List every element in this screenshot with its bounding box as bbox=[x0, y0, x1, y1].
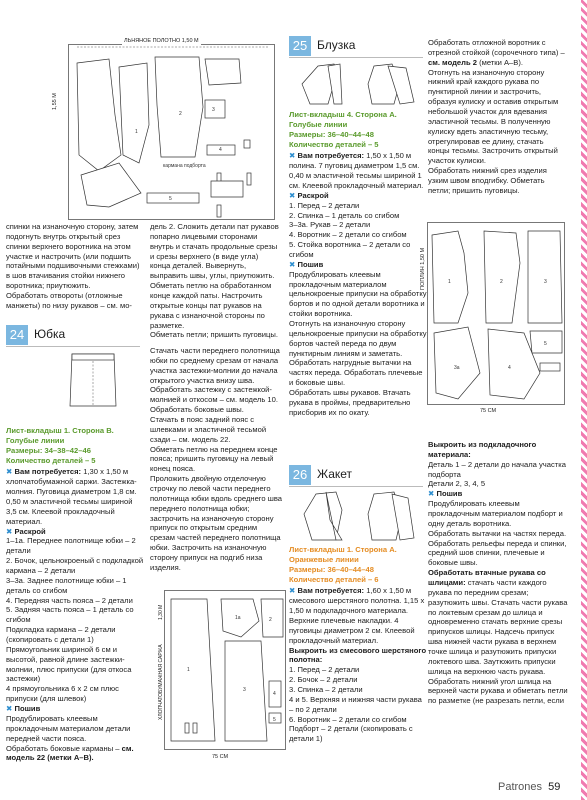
model-24-sheet: Лист-вкладыш 1. Сторона В. bbox=[6, 426, 114, 435]
model-26-cut-2: 3. Спинка – 2 детали bbox=[289, 685, 363, 695]
svg-text:4: 4 bbox=[508, 365, 511, 371]
model-25-cut-0: 1. Перед – 2 детали bbox=[289, 200, 360, 210]
model-26-sizes: Размеры: 36–40–44–48 bbox=[289, 564, 374, 574]
model-25-right-ref: см. модель 2 bbox=[428, 57, 477, 67]
model-26-cut-1: 2. Бочок – 2 детали bbox=[289, 675, 358, 685]
model-26-right-column: Выкроить из подкладочного материала: Деталь 1 – 2 детали до начала участка подборта Детали 2, 3, 4, 5 ✖ Пошив Продублировать клеевым прокладочным материалом подборт и одну деталь воротника. Обработать вытачки на частях переда. Обработать рельефы переда и спинки, средний шов спинки, плечевые и боковые швы. Обработать втачные рукава со шлицами: стачать части каждого рукава по передним срезам; разутюжить швы. Стачать части рукава по локтевым срезам до шлица и одновременно стачать верхние срезы припусков шлицы. Надсечь припуск шва нижней части рукава в верхнем точке шлица и разутюжить припуски локтевого шва. Заутюжить припуски шлица на верхнюю часть рукава. Обработать нижний угол шлица на верхней части рукава и обметать петли по разметке (не разрезать петли, если bbox=[428, 440, 568, 706]
model-24-cut-3: 4. Передняя часть пояса – 2 детали bbox=[6, 595, 133, 605]
svg-text:3: 3 bbox=[243, 687, 246, 693]
model-25-cut-1: 2. Спинка – 1 деталь со сгибом bbox=[289, 210, 400, 220]
model-25-cut-3: 4. Воротник – 2 детали со сгибом bbox=[289, 230, 407, 240]
svg-text:1: 1 bbox=[187, 667, 190, 673]
svg-text:4: 4 bbox=[273, 691, 276, 697]
model-24-number: 24 bbox=[6, 325, 28, 345]
text-column-top-mid: дель 2. Сложить детали пат рукавов попарно лицевыми сторонами внутрь и стачать продольные срезы и срезы верхнего (в виде угла) конца деталей. Вывернуть, выправить швы, углы, приутюжить. Обметать петлю на обработанном конце каждой паты. Настрочить открытые концы пат рукавов на рукава с изнаночной стороны по разметке. Обметать петли; пришить пуговицы. bbox=[150, 222, 279, 340]
model-25-need-head: Вам потребуется: bbox=[297, 151, 365, 161]
model-24-need-head: Вам потребуется: bbox=[14, 467, 82, 477]
model-24-cut-1: 2. Бочок, цельнокроеный с подкладкой кармана – 2 детали bbox=[6, 556, 144, 576]
model-24-cut-5: Подкладка кармана – 2 детали (скопировать с детали 1) bbox=[6, 625, 116, 645]
footer bbox=[498, 780, 560, 794]
linen-height-label: 1,55 М bbox=[52, 93, 58, 110]
svg-text:3а: 3а bbox=[454, 365, 460, 371]
model-26-need-head: Вам потребуется: bbox=[297, 586, 365, 596]
pocket-note: кармана подборта bbox=[163, 163, 206, 169]
linen-fabric-label: ЛЬНЯНОЕ ПОЛОТНО 1,50 М bbox=[124, 38, 199, 44]
svg-text:3: 3 bbox=[212, 107, 215, 113]
model-25-cut-4: 5. Стойка воротника – 2 детали со сгибом bbox=[289, 240, 411, 260]
model-26-cut-3: 4 и 5. Верхняя и нижняя части рукава – по 2 детали bbox=[289, 694, 422, 714]
model-25-right-start: Обработать отложной воротник с отрезной стойкой (сорочечного типа) – bbox=[428, 38, 565, 57]
svg-text:1: 1 bbox=[448, 279, 451, 285]
svg-text:2: 2 bbox=[269, 617, 272, 623]
model-25-lines: Голубые линии bbox=[289, 119, 348, 129]
svg-text:5: 5 bbox=[273, 717, 276, 723]
model-24-sew-head: Пошив bbox=[14, 704, 41, 714]
poplin-fabric-label: ПОПЛИН 1,50 М bbox=[420, 247, 426, 290]
footer-page: 59 bbox=[548, 781, 561, 793]
model-24-header bbox=[6, 325, 65, 345]
model-26-count: Количество деталей – 6 bbox=[289, 574, 379, 584]
model-25-number: 25 bbox=[289, 36, 311, 56]
pattern-layout-twill bbox=[164, 590, 286, 750]
pattern-layout-twill-drawing bbox=[165, 591, 287, 751]
model-26-sleeve: стачать части каждого рукава по передним срезам; разутюжить швы. Стачать части рукава по локтевым срезам до шлица и одновременно стачать верхние срезы припусков шлицы. Надсечь припуск шва нижней части рукава в верхнем точке шлица и разутюжить припуски локтевого шва. Заутюжить припуски шлица на верхнюю часть рукава. Обработать нижний угол шлица на верхней части рукава и обметать петли по разметке (не разрезать петли, если bbox=[428, 578, 568, 706]
model-24-count: Количество деталей – 5 bbox=[6, 455, 96, 465]
model-24-underline bbox=[6, 346, 140, 347]
pattern-layout-linen-drawing bbox=[69, 45, 276, 221]
model-26-lining-head: Выкроить из подкладочного материала: bbox=[428, 440, 537, 459]
pattern-layout-poplin-drawing bbox=[428, 223, 566, 406]
model-26-header bbox=[289, 465, 352, 485]
svg-text:1а: 1а bbox=[235, 615, 241, 621]
model-24-cut-head: Раскрой bbox=[14, 526, 46, 536]
model-26-underline bbox=[289, 486, 423, 487]
model-24-cut-0: 1–1а. Переднее полотнище юбки – 2 детали bbox=[6, 536, 136, 556]
model-26-cut-head: Выкроить из смесового шерстяного полотна: bbox=[289, 645, 427, 665]
model-26-cut-0: 1. Перед – 2 детали bbox=[289, 665, 360, 675]
footer-brand: Patrones bbox=[498, 781, 543, 793]
twill-width-label: 75 СМ bbox=[212, 754, 229, 760]
model-26-specs: Лист-вкладыш 1. Сторона А. Оранжевые линии Размеры: 36–40–44–48 Количество деталей – 6 ✖ Вам потребуется: 1,60 х 1,50 м смесового шерстяного полотна. 1,15 х 1,50 м подкладочного материала. Верхние плечевые накладки. 4 пуговицы диаметром 2 см. Клеевой прокладочный материал. Выкроить из смесового шерстяного полотна: 1. Перед – 2 детали 2. Бочок – 2 детали 3. Спинка – 2 детали 4 и 5. Верхняя и нижняя части рукава – по 2 детали 6. Воротник – 2 детали со сгибом Подборт – 2 детали (скопировать с детали 1) bbox=[289, 545, 427, 744]
twill-fabric-label: ХЛОПЧАТОБУМАЖНАЯ САРЖА bbox=[158, 644, 164, 720]
model-24-cut-2: 3–3а. Заднее полотнище юбки – 1 деталь со сгибом bbox=[6, 575, 127, 595]
model-24-cut-7: 4 прямоугольника 6 х 2 см плюс припуски (для шлевок) bbox=[6, 684, 119, 704]
model-26-sheet: Лист-вкладыш 1. Сторона А. bbox=[289, 545, 397, 554]
svg-text:2: 2 bbox=[179, 111, 182, 117]
page-edge-decoration bbox=[581, 0, 587, 800]
model-25-right-column bbox=[428, 38, 566, 196]
skirt-sketch bbox=[66, 350, 120, 410]
svg-text:5: 5 bbox=[544, 341, 547, 347]
model-26-cut-5: Подборт – 2 детали (скопировать с детали 1) bbox=[289, 724, 413, 744]
model-25-header bbox=[289, 36, 355, 56]
blouse-sketch bbox=[296, 62, 420, 106]
model-25-sew: Продублировать клеевым прокладочным материалом цельнокроеные припуски на обработку бортов и по одной детали воротника и стойки воротника. Отогнуть на изнаночную сторону цельнокроеные припуски на обработку бортов частей переда по двум пунктирным линиям и заметать. Обработать нагрудные вытачки на частях переда. Обработать плечевые и боковые швы. Обработать швы рукавов. Втачать рукава в проймы, предварительно присборив их по окату. bbox=[289, 269, 427, 417]
model-26-number: 26 bbox=[289, 465, 311, 485]
text-column-top-left: спинки на изнаночную сторону, затем подогнуть внутрь открытый срез спинки верхнего воротника на этом участке и настрочить (или подшить потайными подшивочными стежками) в шов втачивания стойки нижнего воротника; приутюжить. Обработать отвороты (отложные манжеты) по низу рукавов – см. мо- bbox=[6, 222, 140, 310]
svg-text:1: 1 bbox=[135, 129, 138, 135]
svg-text:2: 2 bbox=[500, 279, 503, 285]
poplin-width-label: 75 СМ bbox=[480, 408, 497, 414]
model-25-sheet: Лист-вкладыш 4. Сторона А. bbox=[289, 110, 397, 119]
model-24-lines: Голубые линии bbox=[6, 435, 65, 445]
twill-height-label: 1,30 М bbox=[158, 604, 164, 620]
model-24-title: Юбка bbox=[34, 327, 66, 342]
model-25-sew-head: Пошив bbox=[297, 259, 324, 269]
model-24-sew: Продублировать клеевым прокладочным материалом детали передней части пояса. Обработать боковые карманы – bbox=[6, 713, 131, 753]
model-24-sizes: Размеры: 34–38–42–46 bbox=[6, 445, 91, 455]
model-26-title: Жакет bbox=[317, 467, 353, 482]
model-25-sizes: Размеры: 36–40–44–48 bbox=[289, 129, 374, 139]
model-25-right-rest: (метки А–В). Отогнуть на изнаночную сторону нижний край каждого рукава по пунктирной линии и застрочить, образуя кулиску и оставив открытым небольшой участок для вдевания эластичной тесьмы. В полученную кулиску вдеть эластичную тесьму, отрегулировав ее длину, стачать концы тесьмы. Застрочить открытый участок кулиски. Обработать нижний срез изделия узким швом вподгибку. Обметать петли; пришить пуговицы. bbox=[428, 57, 559, 195]
model-25-specs: Лист-вкладыш 4. Сторона А. Голубые линии Размеры: 36–40–44–48 Количество деталей – 5 ✖ Вам потребуется: 1,50 х 1,50 м полина. 7 пуговиц диаметром 1,5 см. 0,40 м эластичной тесьмы шириной 1 см. Клеевой прокладочный материал. ✖ Раскрой 1. Перед – 2 детали 2. Спинка – 1 деталь со сгибом 3–3а. Рукав – 2 детали 4. Воротник – 2 детали со сгибом 5. Стойка воротника – 2 детали со сгибом ✖ Пошив Продублировать клеевым прокладочным материалом цельнокроеные припуски на обработку бортов и по одной детали воротника и стойки воротника. Отогнуть на изнаночную сторону цельнокроеные припуски на обработку бортов частей переда по двум пунктирным линиям и заметать. Обработать нагрудные вытачки на частях переда. Обработать плечевые и боковые швы. Обработать швы рукавов. Втачать рукава в проймы, предварительно присборив их по окату. bbox=[289, 110, 427, 417]
pattern-layout-poplin bbox=[427, 222, 565, 405]
model-24-cut-4: 5. Задняя часть пояса – 1 деталь со сгибом bbox=[6, 605, 134, 625]
jacket-sketch bbox=[296, 490, 420, 542]
model-24-sew-ref: см. модель 22 (метки А–В). bbox=[6, 743, 134, 763]
model-24-need: 1,30 х 1,50 м хлопчатобумажной саржи. Застежка-молния. Пуговица диаметром 1,8 см. 0,50 м эластичной тесьмы шириной 3,5 см. Клеевой прокладочный материал. bbox=[6, 467, 137, 526]
model-24-specs: Лист-вкладыш 1. Сторона В. Голубые линии Размеры: 34–38–42–46 Количество деталей – 5 ✖ Вам потребуется: 1,30 х 1,50 м хлопчатобумажной саржи. Застежка-молния. Пуговица диаметром 1,8 см. 0,50 м эластичной тесьмы шириной 3,5 см. Клеевой прокладочный материал. ✖ Раскрой 1–1а. Переднее полотнище юбки – 2 детали 2. Бочок, цельнокроеный с подкладкой кармана – 2 детали 3–3а. Заднее полотнище юбки – 1 деталь со сгибом 4. Передняя часть пояса – 2 детали 5. Задняя часть пояса – 1 деталь со сгибом Подкладка кармана – 2 детали (скопировать с детали 1) Прямоугольник шириной 6 см и высотой, равной длине застежки-молнии, плюс припуски (для откоса застежки) 4 прямоугольника 6 х 2 см плюс припуски (для шлевок) ✖ Пошив Продублировать клеевым прокладочным материалом детали передней части пояса. Обработать боковые карманы – см. модель 22 (метки А–В). bbox=[6, 426, 144, 763]
svg-text:4: 4 bbox=[219, 147, 222, 153]
pattern-layout-linen bbox=[68, 44, 275, 220]
svg-text:3: 3 bbox=[544, 279, 547, 285]
model-25-need: 1,50 х 1,50 м полина. 7 пуговиц диаметром 1,5 см. 0,40 м эластичной тесьмы шириной 1 см. Клеевой прокладочный материал. bbox=[289, 151, 424, 191]
model-26-cut-4: 6. Воротник – 2 детали со сгибом bbox=[289, 714, 407, 724]
model-25-cut-head: Раскрой bbox=[297, 190, 329, 200]
model-25-underline bbox=[289, 57, 423, 58]
model-24-cut-6: Прямоугольник шириной 6 см и высотой, равной длине застежки-молнии, плюс припуски (для откоса застежки) bbox=[6, 644, 132, 684]
svg-text:5: 5 bbox=[169, 196, 172, 202]
model-26-lining: Деталь 1 – 2 детали до начала участка подборта Детали 2, 3, 4, 5 bbox=[428, 459, 566, 489]
model-25-title: Блузка bbox=[317, 38, 356, 53]
model-26-sew-head: Пошив bbox=[436, 489, 463, 499]
model-26-sleeve-head: Обработать втачные рукава со шлицами: bbox=[428, 568, 546, 588]
model-24-column-2: Стачать части переднего полотнища юбки по среднему срезам от начала участка застежки-молнии до начала открытого участка внизу шва. Обработать застежку с застежкой-молнией и откосом – см. модель 10. Обработать боковые швы. Стачать в пояс задний пояс с шлевками и эластичной тесьмой сзади – см. модель 22. Обметать петлю на переднем конце пояса; пришить пуговицу на левый конец пояса. Проложить двойную отделочную строчку по левой части переднего полотнища юбки вдоль среднего шва переднего полотнища юбки; застрочить на изнаночную сторону припуск по открытым средним срезам частей переднего полотнища юбки. Застрочить на изнаночную сторону припуск на подгиб низа изделия. bbox=[150, 346, 283, 572]
model-26-sew: Продублировать клеевым прокладочным материалом подборт и одну деталь воротника. Обработать вытачки на частях переда. Обработать рельефы переда и спинки, средний шов спинки, плечевые и боковые швы. bbox=[428, 499, 567, 568]
model-25-cut-2: 3–3а. Рукав – 2 детали bbox=[289, 220, 371, 230]
model-26-need: 1,60 х 1,50 м смесового шерстяного полотна. 1,15 х 1,50 м подкладочного материала. Верхние плечевые накладки. 4 пуговицы диаметром 2 см. Клеевой прокладочный материал. bbox=[289, 586, 425, 645]
model-26-lines: Оранжевые линии bbox=[289, 554, 359, 564]
model-25-count: Количество деталей – 5 bbox=[289, 139, 379, 149]
